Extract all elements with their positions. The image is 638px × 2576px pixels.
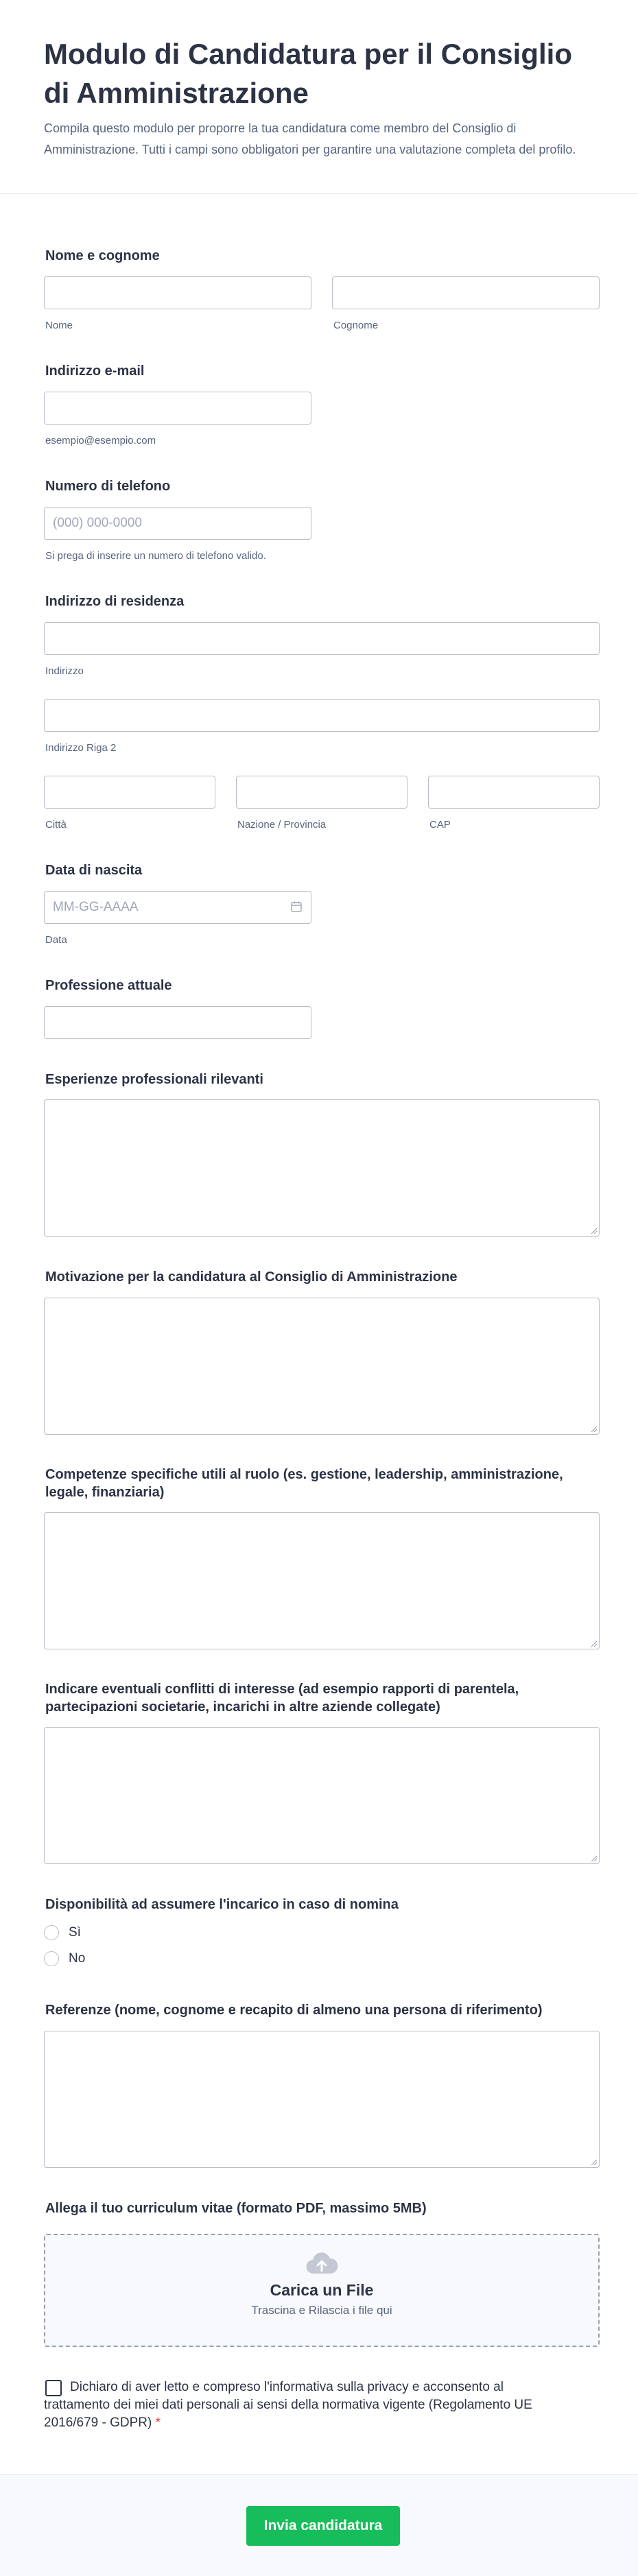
email-sublabel: esempio@esempio.com xyxy=(45,435,156,446)
required-asterisk: * xyxy=(155,2416,161,2430)
last-name-sublabel: Cognome xyxy=(333,320,379,331)
skills-textarea[interactable] xyxy=(44,1512,600,1649)
birthdate-sublabel: Data xyxy=(45,934,67,946)
address-label: Indirizzo di residenza xyxy=(45,594,185,609)
profession-label: Professione attuale xyxy=(45,978,172,993)
radio-no-label: No xyxy=(69,1951,86,1966)
city-sublabel: Città xyxy=(45,819,67,831)
phone-label: Numero di telefono xyxy=(45,479,171,494)
form-description: Compila questo modulo per proporre la tua candidatura come membro del Consiglio di Amministrazione. Tutti i campi sono obbligatori per garantire una valutazione completa del profilo. xyxy=(44,121,576,156)
form-header xyxy=(0,0,638,194)
address-line2-sublabel: Indirizzo Riga 2 xyxy=(45,742,117,754)
first-name-sublabel: Nome xyxy=(45,320,73,331)
last-name-input[interactable] xyxy=(332,276,600,309)
consent-text xyxy=(44,2378,538,2432)
address-line1-sublabel: Indirizzo xyxy=(45,665,84,677)
state-input[interactable] xyxy=(236,776,407,809)
radio-no[interactable] xyxy=(44,1951,59,1966)
address-line1-input[interactable] xyxy=(44,622,600,655)
zip-sublabel: CAP xyxy=(429,819,451,831)
consent-label: Dichiaro di aver letto e compreso l'informativa sulla privacy e acconsento al trattamento dei miei dati personali ai sensi della normativa vigente (Regolamento UE 2016/679 - GDPR) xyxy=(44,2380,532,2430)
form-footer xyxy=(0,2474,638,2576)
upload-title: Carica un File xyxy=(270,2281,374,2299)
conflicts-label: Indicare eventuali conflitti di interesse (ad esempio rapporti di parentela, partecipazioni societarie, incarichi in altre aziende collegate) xyxy=(45,1682,519,1715)
references-textarea[interactable] xyxy=(44,2031,600,2168)
zip-input[interactable] xyxy=(428,776,600,809)
first-name-input[interactable] xyxy=(44,276,311,309)
email-label: Indirizzo e-mail xyxy=(45,363,145,379)
birthdate-label: Data di nascita xyxy=(45,863,143,878)
cloud-upload-icon xyxy=(305,2250,338,2278)
conflicts-textarea[interactable] xyxy=(44,1727,600,1864)
skills-label: Competenze specifiche utili al ruolo (es. gestione, leadership, amministrazione, legale, finanziaria) xyxy=(45,1467,563,1500)
email-input[interactable] xyxy=(44,392,311,425)
motivation-textarea[interactable] xyxy=(44,1298,600,1435)
availability-option-yes[interactable] xyxy=(44,1925,81,1940)
phone-sublabel: Si prega di inserire un numero di telefono valido. xyxy=(45,550,266,562)
submit-button[interactable]: Invia candidatura xyxy=(246,2506,400,2546)
calendar-icon[interactable] xyxy=(290,901,303,913)
radio-yes-label: Sì xyxy=(69,1925,81,1940)
availability-label: Disponibilità ad assumere l'incarico in caso di nomina xyxy=(45,1897,399,1912)
cv-upload-dropzone[interactable] xyxy=(44,2234,600,2347)
state-sublabel: Nazione / Provincia xyxy=(237,819,327,831)
motivation-label: Motivazione per la candidatura al Consiglio di Amministrazione xyxy=(45,1269,458,1285)
profession-input[interactable] xyxy=(44,1006,311,1039)
address-line2-input[interactable] xyxy=(44,699,600,732)
birthdate-input[interactable] xyxy=(44,891,311,924)
page-title: Modulo di Candidatura per il Consiglio di Amministrazione xyxy=(44,38,572,109)
city-input[interactable] xyxy=(44,776,215,809)
experience-label: Esperienze professionali rilevanti xyxy=(45,1072,263,1087)
radio-yes[interactable] xyxy=(44,1925,59,1940)
references-label: Referenze (nome, cognome e recapito di almeno una persona di riferimento) xyxy=(45,2003,543,2018)
cv-label: Allega il tuo curriculum vitae (formato PDF, massimo 5MB) xyxy=(45,2201,427,2216)
upload-subtitle: Trascina e Rilascia i file qui xyxy=(251,2304,392,2317)
availability-option-no[interactable] xyxy=(44,1951,85,1966)
phone-input[interactable]: (000) 000-0000 xyxy=(44,507,311,540)
name-label: Nome e cognome xyxy=(45,248,160,263)
experience-textarea[interactable] xyxy=(44,1099,600,1237)
birthdate-placeholder: MM-GG-AAAA xyxy=(53,900,139,914)
